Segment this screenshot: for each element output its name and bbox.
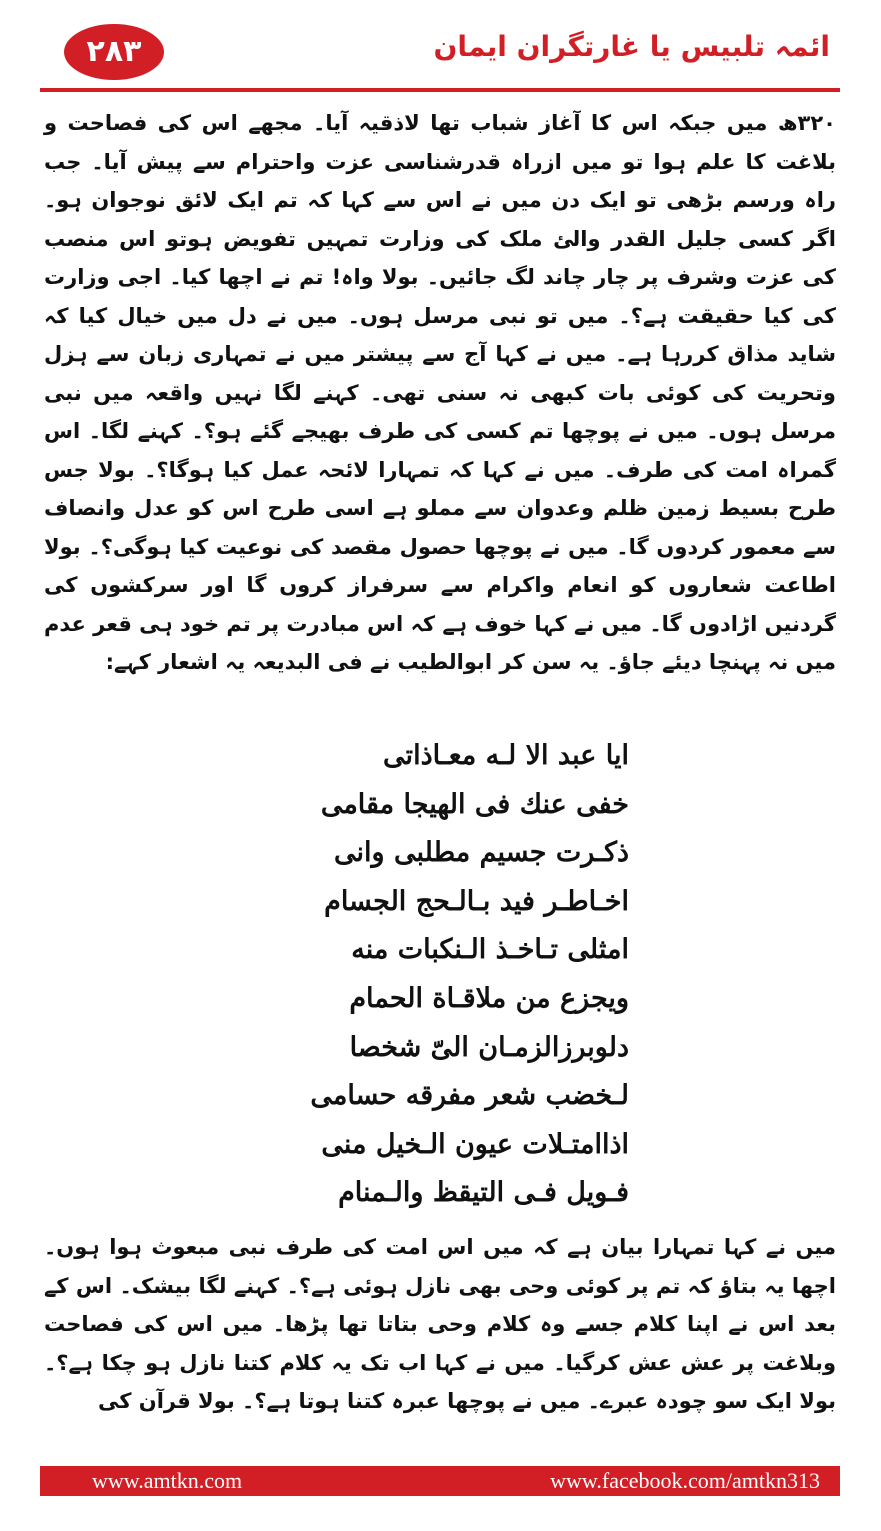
poem-verse: اذاامتـلات عیون الـخیل منی: [321, 1128, 629, 1160]
poem-verse: اخـاطـر فید بـالـحج الجسام: [324, 885, 629, 917]
poem-verse: خفی عنك فی الهیجا مقامی: [320, 788, 629, 820]
poem-verse: لـخضب شعر مفرقه حسامی: [310, 1080, 629, 1112]
poem-verse: فـویل فـی التیقظ والـمنام: [338, 1177, 629, 1209]
body-paragraph-1: ۳۲۰ھ میں جبکہ اس کا آغاز شباب تھا لاذقیہ آیا۔ مجھے اس کی فصاحت و بلاغت کا علم ہوا تو میں ازراہ قدرشناسی عزت واحترام سے پیش آیا۔ جب راہ ورسم بڑھی تو ایک دن میں نے اس سے کہا کہ تم ایک لائق نوجوان ہو۔ اگر کسی جلیل القدر والئ ملک کی وزارت تمہیں تفویض ہوتو اس منصب کی عزت وشرف پر چار چاند لگ جائیں۔ بولا واہ! تم نے اچھا کیا۔ اجی وزارت کی کیا حقیقت ہے؟۔ میں تو نبی مرسل ہوں۔ میں نے دل میں خیال کیا کہ شاید مذاق کررہا ہے۔ میں نے کہا آج سے پیشتر میں نے تمہاری زبان سے ہزل وتحریت کی کوئی بات کبھی نہ سنی تھی۔ کہنے لگا نہیں واقعہ میں نبی مرسل ہوں۔ میں نے پوچھا تم کسی کی طرف بھیجے گئے ہو؟۔ کہنے لگا۔ اس گمراہ امت کی طرف۔ میں نے کہا کہ تمہارا لائحہ عمل کیا ہوگا؟۔ بولا جس طرح بسیط زمین ظلم وعدوان سے مملو ہے اسی طرح اس کو عدل وانصاف سے معمور کردوں گا۔ میں نے پوچھا حصول مقصد کی نوعیت کیا ہوگی؟۔ بولا اطاعت شعاروں کو انعام واکرام سے سرفراز کروں گا اور سرکشوں کی گردنیں اڑادوں گا۔ میں نے کہا خوف ہے کہ اس مبادرت پر تم خود ہی قعر عدم میں نہ پہنچا دیئے جاؤ۔ یہ سن کر ابوالطیب نے فی البدیعہ یہ اشعار کہے:: [44, 111, 836, 674]
poem-verse: ایا عبد الا لـه معـاذاتی: [383, 740, 629, 771]
page-number-badge: ۲۸۳: [64, 24, 164, 80]
body-paragraph-2: میں نے کہا تمہارا بیان ہے کہ میں اس امت کی طرف نبی مبعوث ہوا ہوں۔ اچھا یہ بتاؤ کہ تم پر کوئی وحی بھی نازل ہوئی ہے؟۔ کہنے لگا بیشک۔ اس کے بعد اس نے اپنا کلام جسے وہ کلام وحی بتاتا تھا پڑھا۔ میں اس کی فصاحت وبلاغت پر عش عش کرگیا۔ میں نے کہا اب تک یہ کلام کتنا نازل ہو چکا ہے؟۔ بولا ایک سو چودہ عبرے۔ میں نے پوچھا عبرہ کتنا ہوتا ہے؟۔ بولا قرآن کی: [44, 1235, 836, 1413]
facebook-link[interactable]: www.facebook.com/amtkn313: [550, 1468, 820, 1493]
page-footer: [40, 1466, 840, 1496]
poem-verse: ذکـرت جسیم مطلبی وانی: [334, 837, 629, 869]
page-header: [40, 20, 840, 86]
book-title: ائمہ تلبیس یا غارتگران ایمان: [433, 30, 830, 63]
poem-verse: امثلی تـاخـذ الـنکبات منه: [351, 934, 629, 966]
poem-verse: ویجزع من ملاقـاة الحمام: [349, 982, 629, 1014]
poem-verses: [229, 732, 629, 1218]
header-divider: [40, 88, 840, 92]
poem-verse: دلوبرزالزمـان الیّ شخصا: [349, 1031, 629, 1063]
website-link[interactable]: www.amtkn.com: [92, 1468, 243, 1493]
